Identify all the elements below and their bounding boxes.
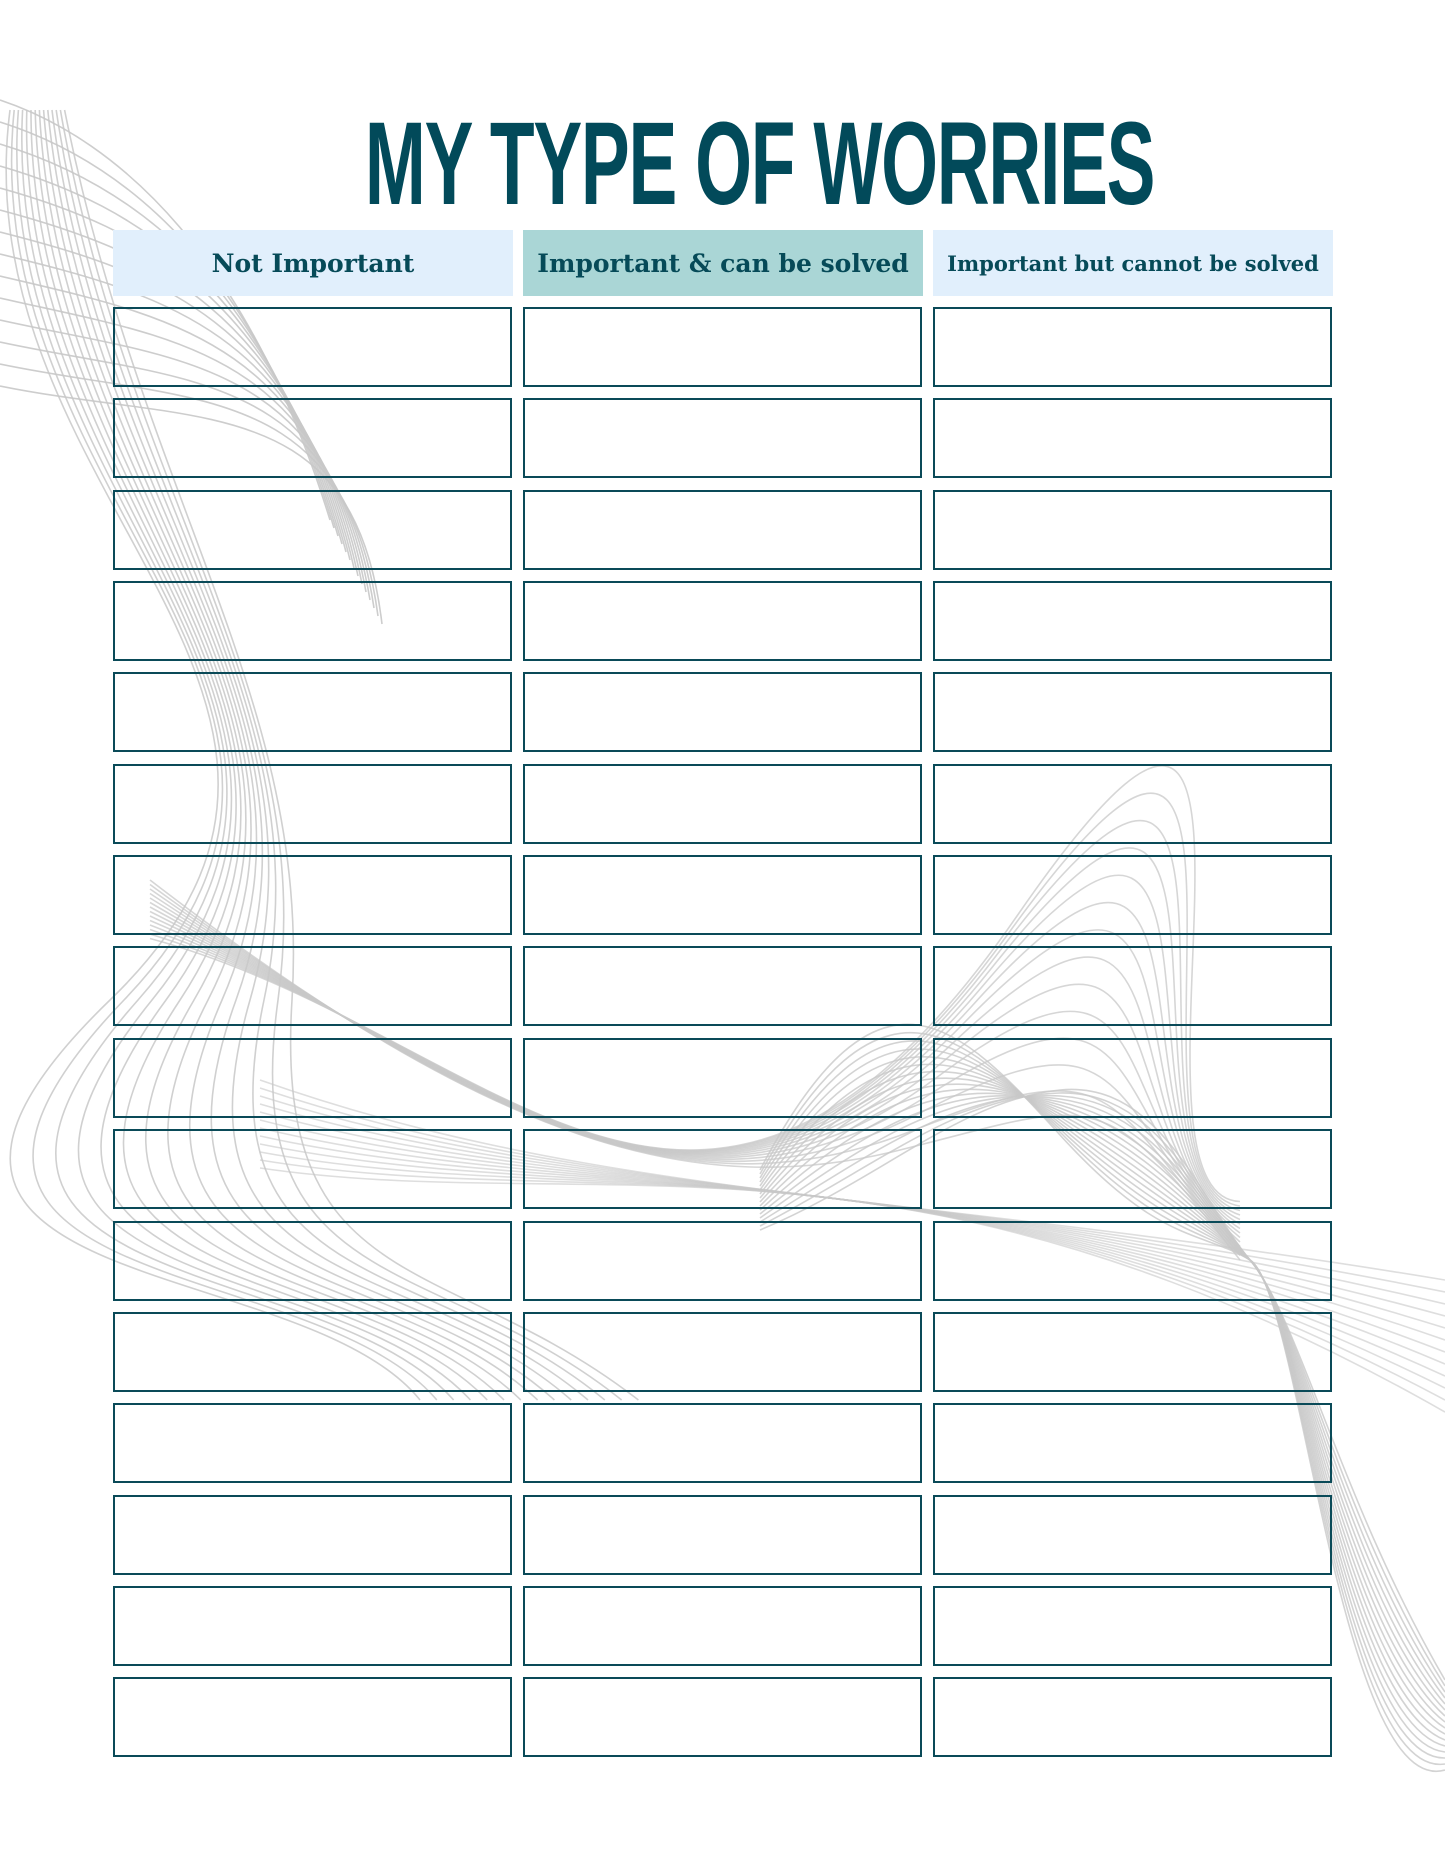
entry-box-important-unsolvable[interactable] bbox=[933, 398, 1332, 478]
column-header-label: Important & can be solved bbox=[537, 248, 909, 278]
column-header-label: Not Important bbox=[211, 248, 415, 278]
entry-box-not-important[interactable] bbox=[113, 1312, 512, 1392]
column-header-important-unsolvable bbox=[933, 230, 1333, 296]
entry-box-not-important[interactable] bbox=[113, 307, 512, 387]
entry-box-important-unsolvable[interactable] bbox=[933, 672, 1332, 752]
entry-box-important-solvable[interactable] bbox=[523, 1677, 922, 1757]
entry-box-important-solvable[interactable] bbox=[523, 1403, 922, 1483]
entry-box-important-unsolvable[interactable] bbox=[933, 764, 1332, 844]
entry-box-important-solvable[interactable] bbox=[523, 764, 922, 844]
entry-box-important-unsolvable[interactable] bbox=[933, 1677, 1332, 1757]
entry-box-important-solvable[interactable] bbox=[523, 1586, 922, 1666]
entry-box-not-important[interactable] bbox=[113, 1677, 512, 1757]
entry-box-important-solvable[interactable] bbox=[523, 307, 922, 387]
entry-box-important-solvable[interactable] bbox=[523, 1221, 922, 1301]
entry-box-important-unsolvable[interactable] bbox=[933, 1495, 1332, 1575]
entry-box-important-solvable[interactable] bbox=[523, 672, 922, 752]
entry-box-not-important[interactable] bbox=[113, 855, 512, 935]
entry-box-not-important[interactable] bbox=[113, 1403, 512, 1483]
column-header-important-solvable bbox=[523, 230, 923, 296]
entry-box-important-solvable[interactable] bbox=[523, 1312, 922, 1392]
entry-box-important-unsolvable[interactable] bbox=[933, 490, 1332, 570]
entry-box-important-unsolvable[interactable] bbox=[933, 307, 1332, 387]
entry-box-important-unsolvable[interactable] bbox=[933, 855, 1332, 935]
entry-box-not-important[interactable] bbox=[113, 1586, 512, 1666]
entry-box-not-important[interactable] bbox=[113, 946, 512, 1026]
entry-box-important-solvable[interactable] bbox=[523, 855, 922, 935]
entry-box-important-solvable[interactable] bbox=[523, 1495, 922, 1575]
column-header-label: Important but cannot be solved bbox=[947, 250, 1319, 276]
entry-box-not-important[interactable] bbox=[113, 672, 512, 752]
entry-box-important-solvable[interactable] bbox=[523, 946, 922, 1026]
entry-box-not-important[interactable] bbox=[113, 1221, 512, 1301]
entry-box-not-important[interactable] bbox=[113, 398, 512, 478]
entry-box-important-solvable[interactable] bbox=[523, 1129, 922, 1209]
entry-box-important-unsolvable[interactable] bbox=[933, 1129, 1332, 1209]
entry-box-not-important[interactable] bbox=[113, 581, 512, 661]
entry-box-not-important[interactable] bbox=[113, 1495, 512, 1575]
title-area bbox=[0, 0, 1445, 230]
entry-box-important-solvable[interactable] bbox=[523, 1038, 922, 1118]
entry-box-important-unsolvable[interactable] bbox=[933, 1221, 1332, 1301]
column-header-not-important bbox=[113, 230, 513, 296]
entry-box-not-important[interactable] bbox=[113, 1129, 512, 1209]
entry-box-important-unsolvable[interactable] bbox=[933, 1038, 1332, 1118]
entry-box-not-important[interactable] bbox=[113, 490, 512, 570]
entry-box-important-solvable[interactable] bbox=[523, 398, 922, 478]
entry-box-important-unsolvable[interactable] bbox=[933, 581, 1332, 661]
page-title: MY TYPE OF WORRIES bbox=[364, 98, 1155, 230]
entry-box-not-important[interactable] bbox=[113, 1038, 512, 1118]
entry-box-important-unsolvable[interactable] bbox=[933, 946, 1332, 1026]
entry-box-not-important[interactable] bbox=[113, 764, 512, 844]
entry-box-important-unsolvable[interactable] bbox=[933, 1312, 1332, 1392]
entry-box-important-unsolvable[interactable] bbox=[933, 1403, 1332, 1483]
entry-box-important-solvable[interactable] bbox=[523, 581, 922, 661]
entry-box-important-unsolvable[interactable] bbox=[933, 1586, 1332, 1666]
entry-box-important-solvable[interactable] bbox=[523, 490, 922, 570]
